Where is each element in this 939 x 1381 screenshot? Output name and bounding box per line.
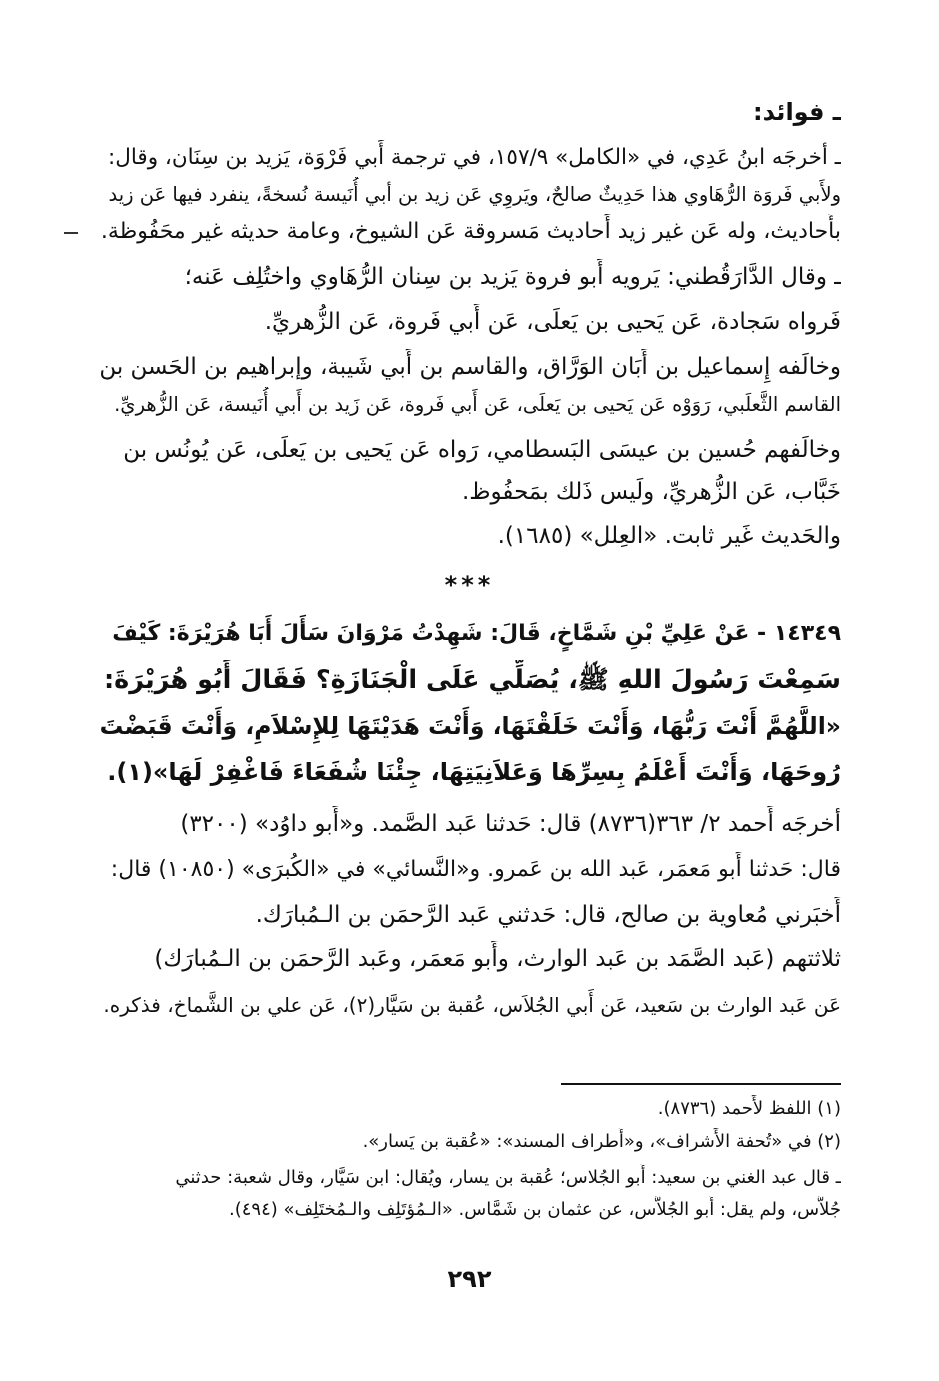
body-line: والحَديث غَير ثابت. «العِلل» (١٦٨٥). <box>497 523 841 549</box>
body-line: وخالَفه إِسماعيل بن أَبَان الوَرَّاق، والقاسم بن أَبي شَيبة، وإبراهيم بن الحَسن بن <box>99 354 841 380</box>
section-heading: ـ فوائد: <box>752 98 841 126</box>
takhrij-line: أَخبَرني مُعاوية بن صالح، قال: حَدثني عَبد الرَّحمَن بن الـمُبارَك. <box>255 902 841 928</box>
hadith-line: رُوحَهَا، وَأَنْتَ أَعْلَمُ بِسِرِّهَا وَعَلاَنِيَتِهَا، جِئْنَا شُفَعَاءَ فَاغْفِرْ لَهَا»(١). <box>107 758 841 786</box>
body-line: ولأَبي فَروَة الرُّهَاوي هذا حَدِيثٌ صالحٌ، ويَروِي عَن زيد بن أبي أُنَيسة نُسخةً، ينفرد فيها عَن زيد <box>108 183 841 206</box>
body-line: ـ أخرجَه ابنُ عَدِي، في «الكامل» ١٥٧/٩، في ترجمة أَبي فَرْوَة، يَزيد بن سِنَان، وقال: <box>108 145 841 170</box>
body-line: وخالَفهم حُسين بن عيسَى البَسطامي، رَواه عَن يَحيى بن يَعلَى، عَن يُونُس بن <box>123 437 841 463</box>
hadith-line: ١٤٣٤٩ - عَنْ عَلِيِّ بْنِ شَمَّاخٍ، قَالَ: شَهِدْتُ مَرْوَانَ سَأَلَ أَبَا هُرَيْرَةَ: كَيْفَ <box>112 621 841 646</box>
takhrij-line: ثلاثتهم (عَبد الصَّمَد بن عَبد الوارث، وأَبو مَعمَر، وعَبد الرَّحمَن بن الـمُبارَك) <box>154 946 841 972</box>
body-line: القاسم الثَّعلَبي، رَوَوْه عَن يَحيى بن يَعلَى، عَن أَبي فَروة، عَن زَيد بن أَبي أُنَيسة، عَن الزُّهريِّ. <box>114 393 841 416</box>
body-line: بأَحاديث، وله عَن غير زيد أَحاديث مَسروقة عَن الشيوخ، وعامة حديثه غير محَفُوظة. <box>100 219 841 244</box>
takhrij-line: قال: حَدثنا أَبو مَعمَر، عَبد الله بن عَمرو. و«النَّسائي» في «الكُبرَى» (١٠٨٥٠) قال: <box>110 857 841 882</box>
body-line: فَرواه سَجادة، عَن يَحيى بن يَعلَى، عَن أَبي فَروة، عَن الزُّهريِّ. <box>264 309 841 335</box>
section-separator: *** <box>444 571 495 599</box>
footnote-divider <box>561 1083 841 1085</box>
footnote-line: ـ قال عبد الغني بن سعيد: أَبو الجُلاس؛ عُقبة بن يسار، ويُقال: ابن سَيَّار، وقال شعبة: حدثني <box>175 1167 841 1188</box>
hadith-line: سَمِعْتَ رَسُولَ اللهِ ﷺ، يُصَلِّي عَلَى الْجَنَازَةِ؟ فَقَالَ أَبُو هُرَيْرَةَ: <box>103 665 841 695</box>
footnote-line: جُلاَّس، ولم يقل: أَبو الجُلاَّس، عن عثمان بن شَمَّاس. «الـمُؤتَلِف والـمُختَلِف» (٤٩٤). <box>229 1199 841 1220</box>
page-number: ٢٩٢ <box>447 1265 492 1293</box>
body-line: خَبَّاب، عَن الزُّهريِّ، ولَيس ذَلك بمَحفُوظ. <box>461 479 841 505</box>
footnote-line: (١) اللفظ لأَحمد (٨٧٣٦). <box>657 1098 841 1119</box>
margin-mark <box>64 232 78 234</box>
takhrij-line: أخرجَه أَحمد ٢/ ٣٦٣(٨٧٣٦) قال: حَدثنا عَبد الصَّمد. و«أَبو داوُد» (٣٢٠٠) <box>180 811 841 837</box>
body-line: ـ وقال الدَّارَقُطني: يَرويه أَبو فروة يَزيد بن سِنان الرُّهَاوي واختُلِف عَنه؛ <box>184 264 841 290</box>
hadith-line: «اللَّهُمَّ أَنْتَ رَبُّهَا، وَأَنْتَ خَلَقْتَهَا، وَأَنْتَ هَدَيْتَهَا لِلإِسْلاَمِ، وَأَنْتَ قَبَضْتَ <box>99 712 841 740</box>
takhrij-line: عَن عَبد الوارث بن سَعيد، عَن أَبي الجُلاَس، عُقبة بن سَيَّار(٢)، عَن علي بن الشَّماخ، فذكره. <box>103 993 841 1017</box>
footnote-line: (٢) في «تُحفة الأَشراف»، و«أَطراف المسند»: «عُقبة بن يَسار». <box>362 1131 841 1152</box>
